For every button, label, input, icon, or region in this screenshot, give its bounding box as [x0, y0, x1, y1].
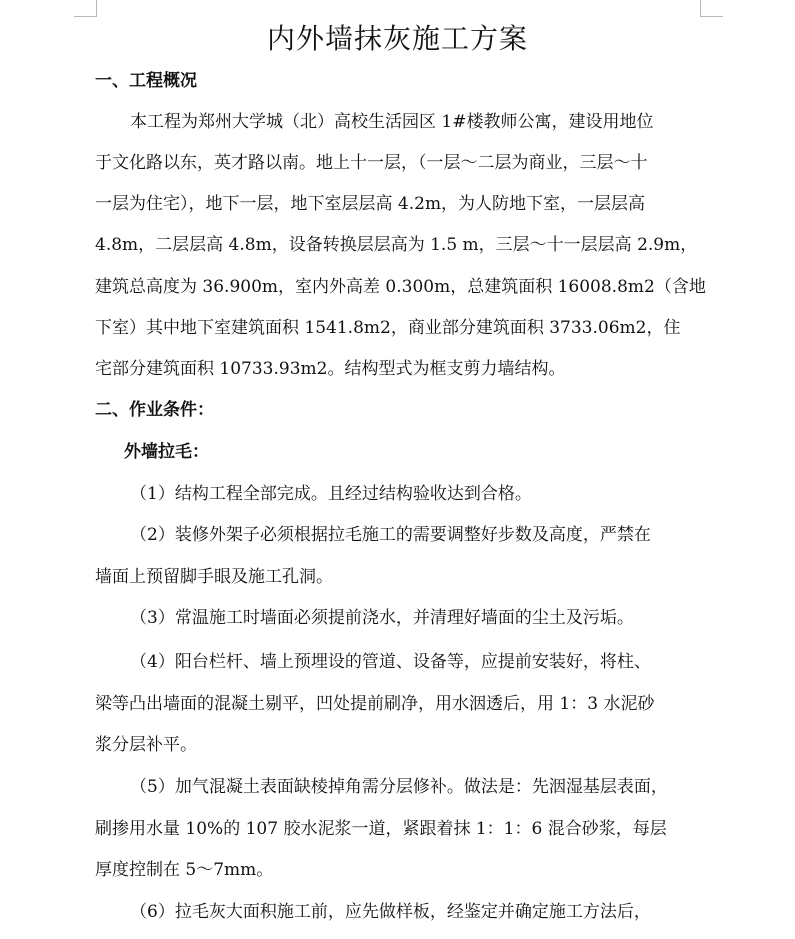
list-item-2-line-1: （2）装修外架子必须根据拉毛施工的需要调整好步数及高度，严禁在 [130, 525, 651, 545]
list-item-5-line-2: 刷掺用水量 10%的 107 胶水泥浆一道，紧跟着抹 1：1：6 混合砂浆，每层 [95, 819, 667, 839]
list-item-5-line-1: （5）加气混凝土表面缺棱掉角需分层修补。做法是：先洇湿基层表面， [130, 777, 668, 797]
list-item-4-line-1: （4）阳台栏杆、墙上预埋设的管道、设备等，应提前安装好，将柱、 [130, 652, 651, 672]
exterior-wall-subheading: 外墙拉毛： [124, 442, 209, 462]
top-left-crop-mark [74, 0, 97, 17]
list-item-5-line-3: 厚度控制在 5～7mm。 [95, 860, 274, 880]
list-item-4-line-3: 浆分层补平。 [95, 735, 197, 755]
list-item-3: （3）常温施工时墙面必须提前浇水，并清理好墙面的尘土及污垢。 [130, 608, 634, 628]
paragraph-line: 于文化路以东，英才路以南。地上十一层，（一层～二层为商业，三层～十 [95, 153, 648, 173]
paragraph-line: 建筑总高度为 36.900m，室内外高差 0.300m，总建筑面积 16008.8m2（含地 [95, 277, 706, 297]
section-2-heading: 二、作业条件： [95, 400, 214, 420]
document-title: 内外墙抹灰施工方案 [266, 22, 528, 55]
list-item-2-line-2: 墙面上预留脚手眼及施工孔洞。 [95, 567, 333, 587]
list-item-6-line-1: （6）拉毛灰大面积施工前，应先做样板，经鉴定并确定施工方法后， [130, 902, 651, 922]
paragraph-line: 一层为住宅），地下一层，地下室层层高 4.2m，为人防地下室，一层层高 [95, 194, 646, 214]
paragraph-line: 4.8m，二层层高 4.8m，设备转换层层高为 1.5 m，三层～十一层层高 2.9m， [95, 235, 698, 255]
section-1-heading: 一、工程概况 [95, 71, 197, 91]
top-right-crop-mark [700, 0, 723, 17]
list-item-4-line-2: 梁等凸出墙面的混凝土剔平，凹处提前刷净，用水洇透后，用 1：3 水泥砂 [95, 694, 655, 714]
list-item-1: （1）结构工程全部完成。且经过结构验收达到合格。 [130, 484, 532, 504]
paragraph-line: 本工程为郑州大学城（北）高校生活园区 1#楼教师公寓，建设用地位 [130, 112, 654, 132]
paragraph-line: 下室）其中地下室建筑面积 1541.8m2，商业部分建筑面积 3733.06m2，住 [95, 318, 681, 338]
paragraph-line: 宅部分建筑面积 10733.93m2。结构型式为框支剪力墙结构。 [95, 359, 566, 379]
